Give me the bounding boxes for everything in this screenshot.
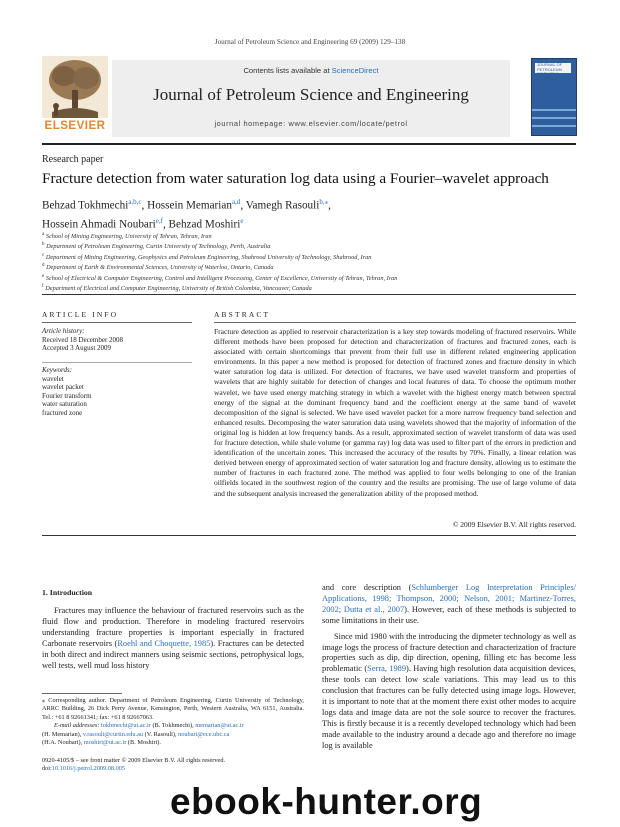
affiliation-text: School of Mining Engineering, University of Tehran, Tehran, Iran [45, 233, 212, 241]
text-run: (H.A. Noubari), [42, 739, 84, 747]
author-separator: , [328, 199, 331, 212]
affiliation [42, 241, 582, 251]
affiliation-marker[interactable]: a,b,c [128, 198, 142, 206]
keywords [42, 366, 192, 418]
introduction-heading: 1. Introduction [42, 588, 93, 597]
header-rule [42, 143, 576, 145]
journal-cover-thumbnail [531, 58, 577, 136]
abstract-text: Fracture detection as applied to reservoir characterization is a key step towards modeling of fractured reservoirs. While different methods have been proposed for detection and characterization of fractures and fractured zones, each is associated with certain shortcomings that prevent from their full use in different related engineering application environments. In this paper a new method is proposed for detection of fractured zones and fracture density in which water saturation log data is utilized. For detection of fractures, we have used wavelet transform and properties of wavelets that are highly suitable for detection of changes and local features of data. To choose the optimum mother wavelet, we have used energy matching strategy in which a wavelet with the highest energy match between spectral energy of the signal at the dominant frequency band and the coefficient energy at the same band of wavelet decomposition of the signal is selected. We have used wavelet packet for a more narrow frequency band selection and enhanced results. Decomposing the water saturation data using wavelets showed that the majority of information of the original log is hidden at low frequency bands. As a result, approximated section of wavelet transform of data was used for fracture detection, while shale volume (or gamma ray) log data was used to filter part of the errors in prediction and identification of the uncertain zones. This increased the accuracy of the results by 70%. Finally, a linear relation was derived between energy of approximated section of water saturation log and fracture density, allowing us to estimate the number of fractures in each fractured zone. The method was applied to four wells belonging to one of the Iranian oilfields located in the southwest region of the country and the results are promising. The use of large volume of data and the subsequent analysis increased the generalization ability of the proposed method. [214, 327, 576, 498]
citation-link[interactable]: Roehl and Choquette, 1985 [117, 638, 211, 648]
author-separator: , [162, 218, 169, 231]
affiliation-text: Department of Petroleum Engineering, Curtin University of Technology, Perth, Australia [46, 243, 271, 251]
author-name: Behzad Moshiri [168, 218, 241, 231]
paragraph [322, 583, 576, 627]
copyright: © 2009 Elsevier B.V. All rights reserved. [452, 520, 576, 529]
affiliation-list [42, 231, 582, 293]
text-run: (B. Tokhmechi), [150, 722, 196, 730]
intro-paragraph [42, 606, 304, 671]
email-link[interactable]: noubari@ece.ubc.ca [178, 730, 230, 738]
affiliation-mark: c [42, 252, 45, 258]
affiliation-text: Department of Earth & Environmental Sciences, University of Waterloo, Ontario, Canada [46, 264, 274, 272]
text-run: ). Fractures can be detected in both direct and indirect manners using seismic sections, petrophysical logs, well tests, well mud loss history [42, 638, 304, 670]
keyword: fractured zone [42, 408, 83, 417]
sciencedirect-link[interactable]: ScienceDirect [331, 66, 379, 75]
email-label: E-mail addresses: [54, 722, 101, 730]
received-date: Received 18 December 2008 [42, 335, 124, 344]
author-name: Vamegh Rasouli [245, 199, 320, 212]
article-info-rule [42, 322, 192, 323]
text-run: Corresponding author. Department of Petroleum Engineering, Curtin University of Technology, ARRC Building, 26 Dick Perry Avenue, Kensington, Perth, Western Australia, WA 6151, Australia. Tel.: +61 8 92661341; fax: +61 8 92667063. [42, 697, 304, 721]
accepted-date: Accepted 3 August 2009 [42, 344, 112, 353]
author-separator: , [240, 199, 246, 212]
cover-stripe [532, 117, 576, 119]
email-link[interactable]: memarian@ut.ac.ir [195, 722, 244, 730]
affiliation [42, 283, 582, 293]
cover-stripe [532, 125, 576, 127]
text-run: Fractures may influence the behaviour of fractured reservoirs such as the fluid flow and production. Therefore in modeling fractured reservoirs understanding fracture properties is important especially in fractured Carbonate reservoirs ( [42, 606, 304, 648]
cover-stripe [532, 109, 576, 111]
keyword: Fourier transform [42, 391, 92, 400]
doi-label: doi: [42, 765, 52, 773]
keyword: water saturation [42, 400, 87, 409]
citation-link[interactable]: Schlumberger Log Interpretation Principles/ Applications, 1998; Thompson, 2000; Nelson, 2001; Martinez-Torres, 2002; Dutta et al., 2007 [322, 583, 576, 614]
author-name: Behzad Tokhmechi [42, 199, 129, 212]
email-link[interactable]: tokhmechi@ut.ac.ir [101, 722, 151, 730]
affiliation-text: Department of Electrical and Computer Engineering, University of British Colombia, Vancouver, Canada [45, 285, 312, 293]
affiliation-mark: a [42, 232, 45, 237]
article-title: Fracture detection from water saturation log data using a Fourier–wavelet approach [42, 170, 549, 187]
affiliation-marker[interactable]: e [240, 216, 244, 225]
text-run: and core description ( [322, 583, 412, 592]
history-rule [42, 362, 192, 363]
abstract-heading: ABSTRACT [214, 310, 271, 319]
history-label: Article history: [42, 327, 85, 335]
author-name: Hossein Ahmadi Noubari [42, 218, 156, 231]
email-link[interactable]: v.rasouli@curtin.edu.au [82, 730, 144, 738]
text-run: (V. Rasouli), [143, 730, 179, 738]
keyword: wavelet packet [42, 383, 84, 392]
corresponding-author-footnote [42, 697, 304, 747]
text-run: ). However, each of these methods is subjected to some limitations in their use. [322, 604, 576, 625]
affiliation-mark: d [42, 263, 45, 269]
section-rule [42, 294, 576, 295]
abstract-rule [214, 322, 576, 323]
doi-link[interactable]: 10.1016/j.petrol.2009.08.005 [51, 765, 126, 773]
affiliation [42, 231, 582, 241]
journal-homepage[interactable]: journal homepage: www.elsevier.com/locate/petrol [214, 119, 408, 128]
affiliation-text: School of Electrical & Computer Engineering, Control and Intelligent Processing, Center of Excellence, University of Tehran, Tehran, Iran [45, 274, 398, 282]
affiliation [42, 252, 582, 262]
affiliation [42, 273, 582, 283]
keyword: wavelet [42, 374, 64, 383]
affiliation-text: Department of Mining Engineering, Geophysics and Petroleum Engineering, Shahrood University of Technology, Shahrood, Iran [45, 253, 372, 261]
article-info-heading: ARTICLE INFO [42, 310, 119, 319]
affiliation-marker[interactable]: e,f [155, 216, 163, 225]
affiliation-mark: b [42, 242, 45, 248]
watermark: ebook-hunter.org [170, 781, 483, 822]
article-history [42, 327, 192, 353]
author-separator: , [141, 199, 148, 212]
section-rule [42, 535, 576, 536]
citation-link[interactable]: Serra, 1989 [367, 664, 407, 674]
email-link[interactable]: moshiri@ut.ac.ir [83, 739, 127, 747]
paragraph [322, 632, 576, 752]
text-run: Since mid 1980 with the introducing the dipmeter technology as well as image logs the process of fracture detection and characterization of fracture properties such as dip, dip direction, opening, filling etc has become less problematic ( [322, 631, 576, 674]
author-name: Hossein Memarian [147, 199, 232, 212]
elsevier-wordmark: ELSEVIER [44, 120, 106, 132]
affiliation-mark: f [42, 283, 44, 289]
contents-prefix: Contents lists available at [243, 66, 332, 75]
cover-title: JOURNAL OF PETROLEUM SCIENCE & ENGINEERING [537, 62, 566, 81]
contents-line [112, 66, 510, 75]
author-list [42, 195, 582, 232]
text-run: (H. Memarian), [42, 730, 83, 738]
article-type: Research paper [42, 154, 104, 165]
running-header: Journal of Petroleum Science and Engineering 69 (2009) 129–138 [214, 38, 406, 46]
text-run: ). Having high resolution data acquisition devices, these tools can detect low scale variations. This may lead us to this conclusion that fractures can be fully detected using image logs. However, it is important to note that at the moment there exist other modes to acquire logs data and image data are not the sole source to recover the fractures. This is firstly because it is a recently developed technology which had been made available to the industry around a decade ago and therefore no image log is available [322, 664, 576, 750]
footnote-rule [42, 693, 122, 694]
journal-title: Journal of Petroleum Science and Engineering [153, 85, 469, 104]
intro-column-right [322, 583, 576, 752]
keywords-label: Keywords: [42, 366, 73, 374]
footnote-star: ⁎ [42, 698, 45, 704]
text-run: (B. Moshiri). [126, 739, 161, 747]
issn-line [42, 757, 225, 774]
affiliation-marker[interactable]: a,d [231, 198, 241, 206]
affiliation-mark: e [42, 273, 45, 279]
affiliation [42, 262, 582, 272]
issn-text: 0920-4105/$ – see front matter © 2009 Elsevier B.V. All rights reserved. [42, 757, 226, 764]
affiliation-marker[interactable]: b,⁎ [319, 198, 329, 206]
